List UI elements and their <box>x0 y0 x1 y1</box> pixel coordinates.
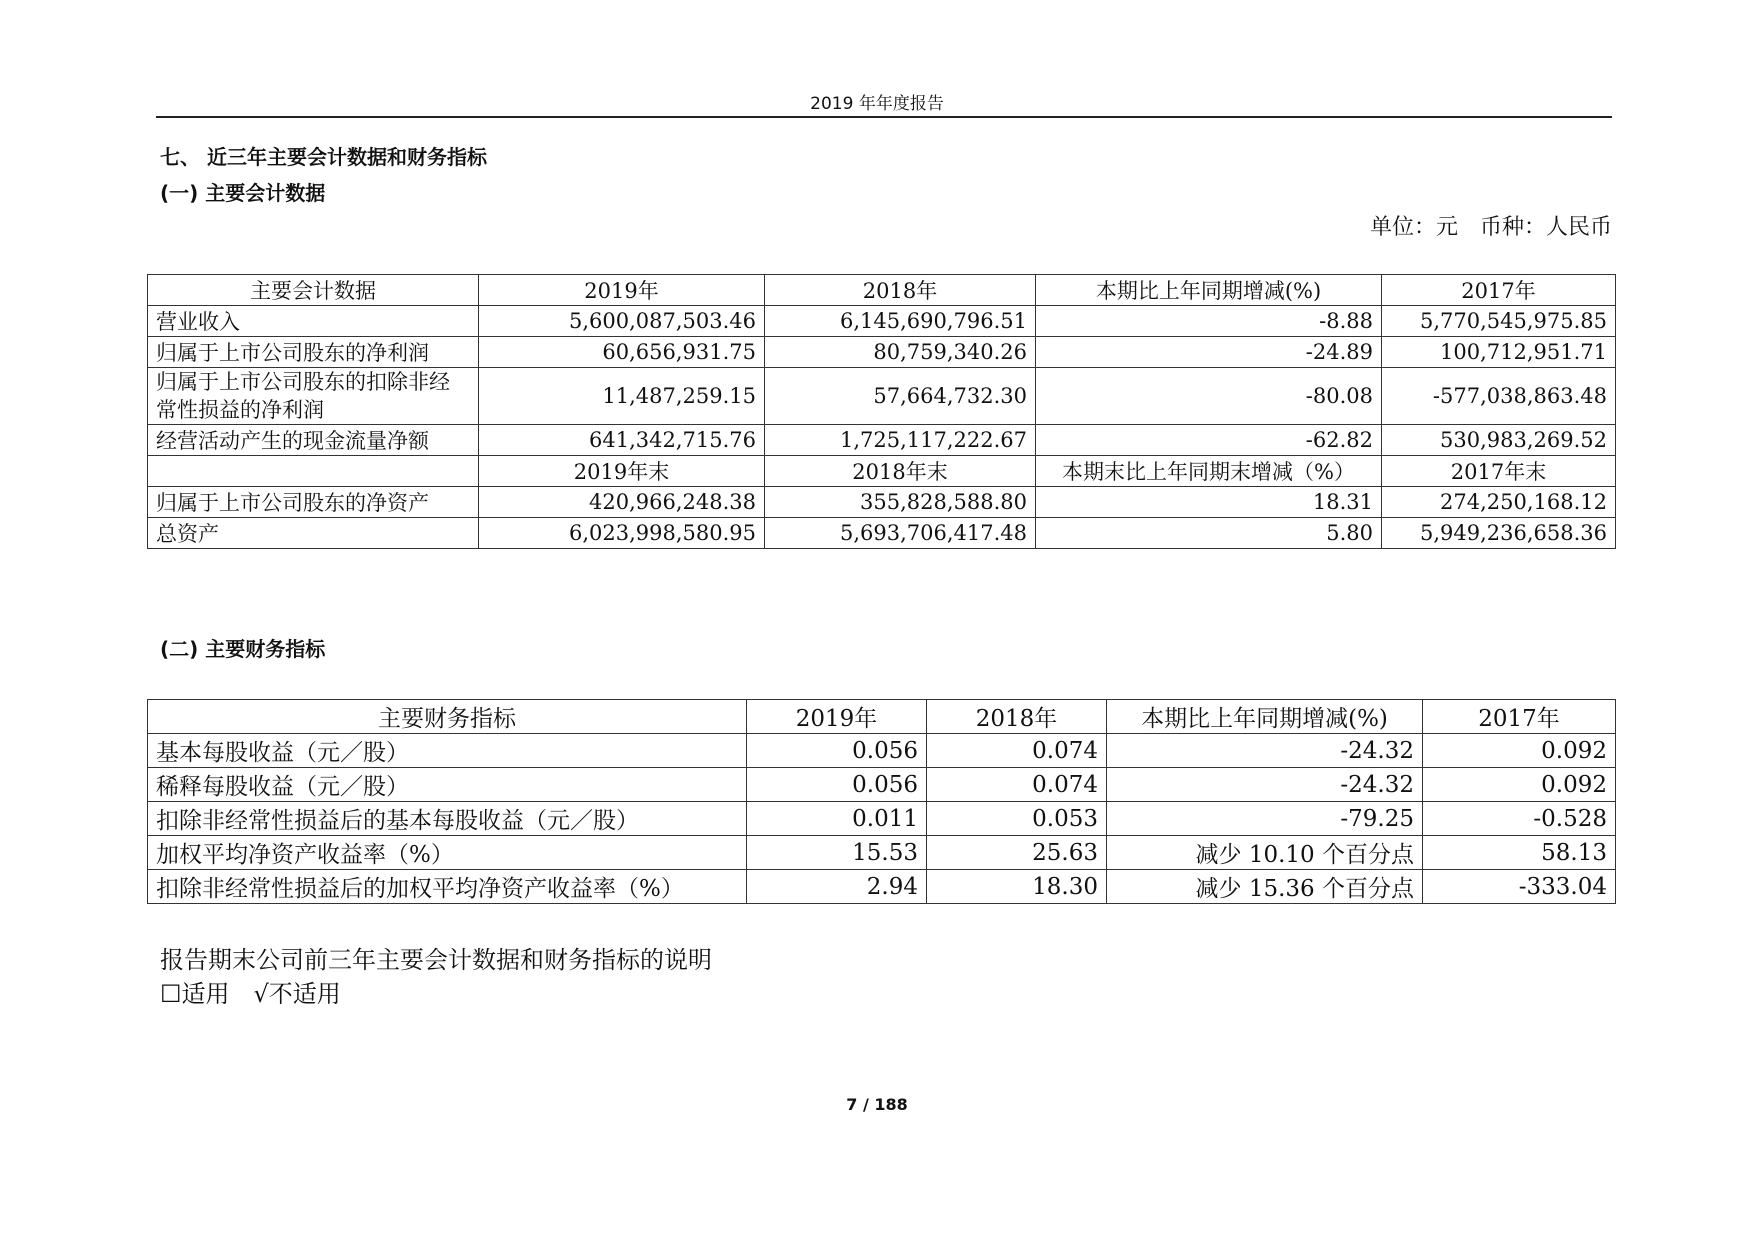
financial-indicators-table <box>147 699 1616 904</box>
header-cell: 本期比上年同期增减(%) <box>1036 275 1382 306</box>
cell-value: -577,038,863.48 <box>1382 368 1616 425</box>
table-subheader-row <box>148 456 1616 487</box>
cell-value: 0.092 <box>1423 734 1616 768</box>
cell-value: 5.80 <box>1036 518 1382 549</box>
page-header-title: 2019 年年度报告 <box>810 94 944 114</box>
table-header-row <box>148 275 1616 306</box>
cell-value: 18.31 <box>1036 487 1382 518</box>
explanation-note: 报告期末公司前三年主要会计数据和财务指标的说明 <box>160 946 712 974</box>
cell-value: 60,656,931.75 <box>479 337 765 368</box>
row-label: 总资产 <box>148 518 479 549</box>
row-label: 扣除非经常性损益后的加权平均净资产收益率（%） <box>148 870 747 904</box>
table-row <box>148 870 1616 904</box>
cell-value: 5,600,087,503.46 <box>479 306 765 337</box>
row-label: 归属于上市公司股东的扣除非经常性损益的净利润 <box>148 368 479 425</box>
unit-currency-note: 单位：元 币种：人民币 <box>1369 215 1612 240</box>
cell-value: 1,725,117,222.67 <box>765 425 1036 456</box>
table-header-row <box>148 700 1616 734</box>
row-label: 加权平均净资产收益率（%） <box>148 836 747 870</box>
row-label: 稀释每股收益（元／股） <box>148 768 747 802</box>
section-title: 七、 近三年主要会计数据和财务指标 <box>160 145 487 169</box>
cell-value: 0.053 <box>927 802 1107 836</box>
cell-value: 641,342,715.76 <box>479 425 765 456</box>
row-label: 归属于上市公司股东的净资产 <box>148 487 479 518</box>
header-cell: 本期比上年同期增减(%) <box>1107 700 1423 734</box>
page-number: 7 / 188 <box>846 1095 908 1114</box>
cell-value: 18.30 <box>927 870 1107 904</box>
applicability-note: ☐适用 √不适用 <box>160 980 341 1008</box>
cell-value: 6,023,998,580.95 <box>479 518 765 549</box>
cell-value: 5,949,236,658.36 <box>1382 518 1616 549</box>
row-label: 经营活动产生的现金流量净额 <box>148 425 479 456</box>
cell-value: 274,250,168.12 <box>1382 487 1616 518</box>
row-label: 基本每股收益（元／股） <box>148 734 747 768</box>
row-label: 归属于上市公司股东的净利润 <box>148 337 479 368</box>
cell-value: 0.011 <box>747 802 927 836</box>
cell-value: 5,770,545,975.85 <box>1382 306 1616 337</box>
cell-value: 0.092 <box>1423 768 1616 802</box>
cell-value: 100,712,951.71 <box>1382 337 1616 368</box>
table-row <box>148 487 1616 518</box>
table-row <box>148 306 1616 337</box>
subsection-title-financial: (二) 主要财务指标 <box>160 637 326 661</box>
table-row <box>148 368 1616 425</box>
header-cell: 2018年末 <box>765 456 1036 487</box>
cell-value: 0.074 <box>927 768 1107 802</box>
cell-value: 0.074 <box>927 734 1107 768</box>
table-row <box>148 337 1616 368</box>
cell-value: -24.89 <box>1036 337 1382 368</box>
header-cell: 2018年 <box>927 700 1107 734</box>
header-cell: 2019年 <box>479 275 765 306</box>
header-cell <box>148 456 479 487</box>
header-cell: 2018年 <box>765 275 1036 306</box>
cell-value: 530,983,269.52 <box>1382 425 1616 456</box>
cell-value: 6,145,690,796.51 <box>765 306 1036 337</box>
cell-value: 0.056 <box>747 768 927 802</box>
header-cell: 主要财务指标 <box>148 700 747 734</box>
table-row <box>148 734 1616 768</box>
table-row <box>148 518 1616 549</box>
accounting-data-table <box>147 274 1616 549</box>
cell-value: -24.32 <box>1107 768 1423 802</box>
cell-value: 58.13 <box>1423 836 1616 870</box>
cell-value: 355,828,588.80 <box>765 487 1036 518</box>
table-row <box>148 425 1616 456</box>
header-cell: 2019年末 <box>479 456 765 487</box>
header-cell: 2017年 <box>1423 700 1616 734</box>
header-rule <box>156 116 1612 118</box>
header-cell: 2017年 <box>1382 275 1616 306</box>
cell-value: -8.88 <box>1036 306 1382 337</box>
cell-value: -80.08 <box>1036 368 1382 425</box>
cell-value: -62.82 <box>1036 425 1382 456</box>
header-cell: 2017年末 <box>1382 456 1616 487</box>
cell-value: -0.528 <box>1423 802 1616 836</box>
cell-value: 25.63 <box>927 836 1107 870</box>
cell-value: 80,759,340.26 <box>765 337 1036 368</box>
cell-value: 420,966,248.38 <box>479 487 765 518</box>
cell-value: -333.04 <box>1423 870 1616 904</box>
header-cell: 本期末比上年同期末增减（%） <box>1036 456 1382 487</box>
table-row <box>148 836 1616 870</box>
table-row <box>148 768 1616 802</box>
row-label: 营业收入 <box>148 306 479 337</box>
cell-value: 57,664,732.30 <box>765 368 1036 425</box>
header-cell: 主要会计数据 <box>148 275 479 306</box>
header-cell: 2019年 <box>747 700 927 734</box>
cell-value: 11,487,259.15 <box>479 368 765 425</box>
cell-value: -24.32 <box>1107 734 1423 768</box>
cell-value: 减少 10.10 个百分点 <box>1107 836 1423 870</box>
row-label: 扣除非经常性损益后的基本每股收益（元／股） <box>148 802 747 836</box>
table-row <box>148 802 1616 836</box>
cell-value: 5,693,706,417.48 <box>765 518 1036 549</box>
cell-value: 2.94 <box>747 870 927 904</box>
cell-value: 0.056 <box>747 734 927 768</box>
cell-value: 减少 15.36 个百分点 <box>1107 870 1423 904</box>
cell-value: -79.25 <box>1107 802 1423 836</box>
subsection-title-accounting: (一) 主要会计数据 <box>160 181 326 205</box>
cell-value: 15.53 <box>747 836 927 870</box>
